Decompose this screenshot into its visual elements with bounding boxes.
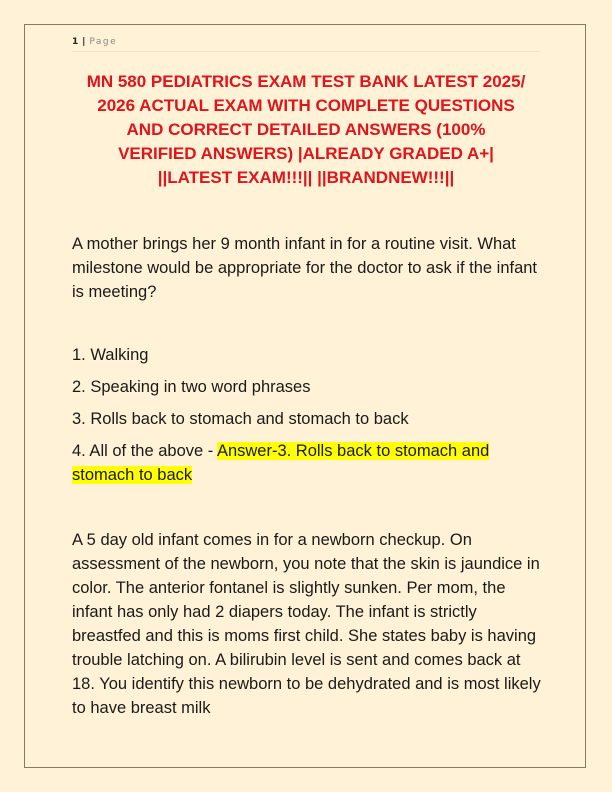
option-4-label: 4. All of the above - (72, 442, 217, 460)
title-line: AND CORRECT DETAILED ANSWERS (100% (126, 120, 486, 139)
question-1-text: A mother brings her 9 month infant in for a routine visit. What milestone would be appropriate for the doctor to ask if the infant is meeting? (72, 235, 538, 301)
highlighted-answer: Answer-3. Rolls back to stomach and stomach to back (72, 442, 490, 484)
question-2-text: A 5 day old infant comes in for a newborn checkup. On assessment of the newborn, you note that the skin is jaundice in color. The anterior fontanel is slightly sunken. Per mom, the infant has only had 2 diapers today. The infant is strictly breastfed and this is moms first child. She states baby is having trouble latching on. A bilirubin level is sent and comes back at 18. You identify this newborn to be dehydrated and is most likely to have breast milk (72, 531, 541, 717)
page-header-separator: | (82, 37, 86, 47)
question-1-option-1: 1. Walking (72, 346, 149, 364)
question-1-option-4 (72, 439, 547, 487)
question-1-option-2: 2. Speaking in two word phrases (72, 378, 311, 396)
question-1-option-3: 3. Rolls back to stomach and stomach to back (72, 410, 409, 428)
title-line: 2026 ACTUAL EXAM WITH COMPLETE QUESTIONS (97, 96, 515, 115)
title-line: MN 580 PEDIATRICS EXAM TEST BANK LATEST 2025/ (86, 72, 526, 91)
title-line: VERIFIED ANSWERS) |ALREADY GRADED A+| (118, 144, 494, 163)
page-number: 1 (72, 37, 79, 47)
document-title (60, 70, 552, 190)
page-header (72, 35, 540, 52)
page-label: Page (89, 37, 118, 47)
title-line: ||LATEST EXAM!!!|| ||BRANDNEW!!!|| (157, 168, 455, 187)
